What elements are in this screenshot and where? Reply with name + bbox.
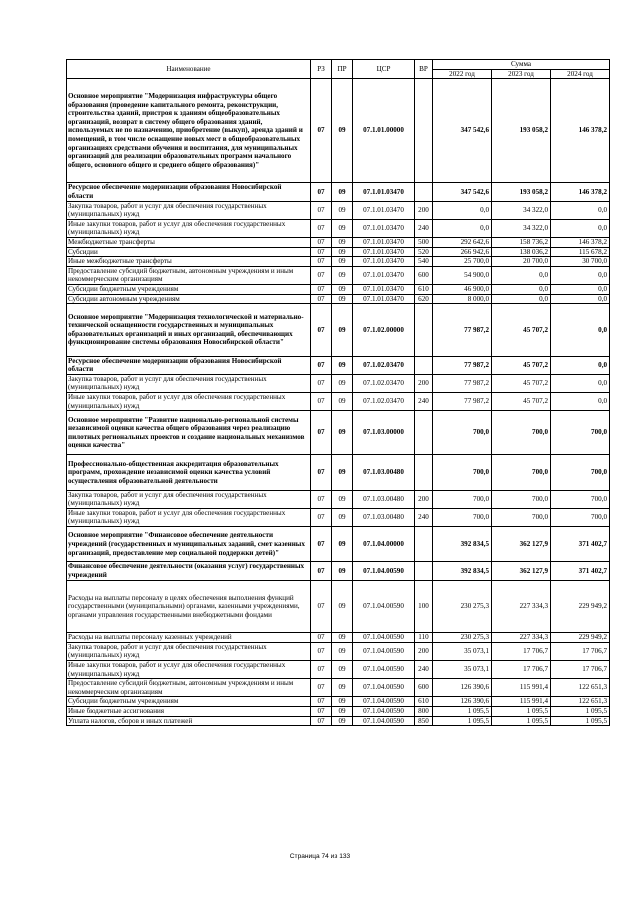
row-name: Иные закупки товаров, работ и услуг для обеспечения государственных (муниципальных) нужд	[67, 660, 311, 678]
row-pr: 09	[332, 393, 353, 411]
row-vr: 610	[415, 284, 433, 294]
row-pr: 09	[332, 642, 353, 660]
row-csr: 07.1.03.00480	[353, 508, 415, 526]
row-csr: 07.1.04.00000	[353, 527, 415, 562]
row-rz: 07	[311, 201, 332, 219]
row-value-2022: 392 834,5	[433, 562, 492, 580]
row-name: Расходы на выплаты персоналу в целях обеспечения выполнения функций государственными (муниципальными) органами, казенными учреждениями, органами управления государственными внебюджетными фондами	[67, 580, 311, 633]
row-csr: 07.1.03.00000	[353, 411, 415, 455]
row-rz: 07	[311, 304, 332, 357]
table-row	[67, 490, 610, 508]
row-vr	[415, 304, 433, 357]
row-rz: 07	[311, 374, 332, 392]
row-csr: 07.1.04.00590	[353, 562, 415, 580]
row-value-2022: 1 095,5	[433, 716, 492, 726]
row-value-2024: 700,0	[551, 455, 610, 490]
table-row	[67, 284, 610, 294]
row-vr: 110	[415, 633, 433, 643]
row-pr: 09	[332, 697, 353, 707]
row-pr: 09	[332, 304, 353, 357]
row-name: Иные закупки товаров, работ и услуг для обеспечения государственных (муниципальных) нужд	[67, 393, 311, 411]
table-row	[67, 183, 610, 201]
row-value-2023: 17 706,7	[492, 660, 551, 678]
row-value-2022: 266 942,6	[433, 247, 492, 257]
row-vr: 100	[415, 580, 433, 633]
row-pr: 09	[332, 716, 353, 726]
row-value-2024: 229 949,2	[551, 580, 610, 633]
row-csr: 07.1.02.03470	[353, 393, 415, 411]
header-year-2022: 2022 год	[433, 69, 492, 79]
row-name: Уплата налогов, сборов и иных платежей	[67, 716, 311, 726]
row-vr	[415, 527, 433, 562]
row-name: Иные бюджетные ассигнования	[67, 706, 311, 716]
row-vr	[415, 411, 433, 455]
row-value-2023: 0,0	[492, 294, 551, 304]
row-name: Субсидии бюджетным учреждениям	[67, 284, 311, 294]
row-rz: 07	[311, 697, 332, 707]
row-pr: 09	[332, 79, 353, 183]
row-value-2022: 230 275,3	[433, 580, 492, 633]
table-row	[67, 201, 610, 219]
row-csr: 07.1.04.00590	[353, 580, 415, 633]
row-value-2022: 1 095,5	[433, 706, 492, 716]
row-name: Расходы на выплаты персоналу казенных учреждений	[67, 633, 311, 643]
table-row	[67, 237, 610, 247]
row-value-2024: 0,0	[551, 304, 610, 357]
row-rz: 07	[311, 266, 332, 284]
table-row	[67, 527, 610, 562]
row-pr: 09	[332, 706, 353, 716]
row-name: Закупка товаров, работ и услуг для обеспечения государственных (муниципальных) нужд	[67, 642, 311, 660]
row-value-2024: 0,0	[551, 219, 610, 237]
row-pr: 09	[332, 679, 353, 697]
row-rz: 07	[311, 490, 332, 508]
table-row	[67, 716, 610, 726]
table-row	[67, 247, 610, 257]
row-rz: 07	[311, 508, 332, 526]
row-value-2022: 700,0	[433, 411, 492, 455]
row-value-2023: 20 700,0	[492, 257, 551, 267]
row-pr: 09	[332, 580, 353, 633]
row-name: Субсидии	[67, 247, 311, 257]
row-name: Иные межбюджетные трансферты	[67, 257, 311, 267]
row-pr: 09	[332, 201, 353, 219]
row-vr: 520	[415, 247, 433, 257]
row-value-2023: 45 707,2	[492, 304, 551, 357]
row-csr: 07.1.01.00000	[353, 79, 415, 183]
row-rz: 07	[311, 706, 332, 716]
row-value-2022: 292 642,6	[433, 237, 492, 247]
row-vr	[415, 562, 433, 580]
table-row	[67, 660, 610, 678]
row-rz: 07	[311, 247, 332, 257]
row-pr: 09	[332, 356, 353, 374]
row-name: Закупка товаров, работ и услуг для обеспечения государственных (муниципальных) нужд	[67, 490, 311, 508]
row-name: Закупка товаров, работ и услуг для обеспечения государственных (муниципальных) нужд	[67, 374, 311, 392]
table-row	[67, 79, 610, 183]
row-name: Иные закупки товаров, работ и услуг для обеспечения государственных (муниципальных) нужд	[67, 508, 311, 526]
row-pr: 09	[332, 237, 353, 247]
row-csr: 07.1.02.03470	[353, 356, 415, 374]
row-pr: 09	[332, 633, 353, 643]
row-value-2023: 138 036,2	[492, 247, 551, 257]
row-value-2022: 126 390,6	[433, 697, 492, 707]
row-vr	[415, 356, 433, 374]
row-value-2024: 122 651,3	[551, 679, 610, 697]
row-value-2023: 34 322,0	[492, 201, 551, 219]
header-year-2023: 2023 год	[492, 69, 551, 79]
row-value-2024: 146 378,2	[551, 79, 610, 183]
row-csr: 07.1.04.00590	[353, 660, 415, 678]
row-vr: 240	[415, 508, 433, 526]
row-value-2023: 1 095,5	[492, 706, 551, 716]
table-body	[67, 79, 610, 726]
table-row	[67, 633, 610, 643]
row-pr: 09	[332, 266, 353, 284]
table-row	[67, 508, 610, 526]
row-vr: 200	[415, 201, 433, 219]
row-value-2024: 115 678,2	[551, 247, 610, 257]
row-vr: 500	[415, 237, 433, 247]
row-pr: 09	[332, 183, 353, 201]
row-rz: 07	[311, 633, 332, 643]
row-vr: 240	[415, 219, 433, 237]
table-row	[67, 562, 610, 580]
row-pr: 09	[332, 508, 353, 526]
table-row	[67, 580, 610, 633]
row-rz: 07	[311, 660, 332, 678]
row-csr: 07.1.03.00480	[353, 455, 415, 490]
row-value-2023: 362 127,9	[492, 562, 551, 580]
row-value-2024: 1 095,5	[551, 716, 610, 726]
table-row	[67, 411, 610, 455]
row-pr: 09	[332, 374, 353, 392]
row-value-2023: 700,0	[492, 508, 551, 526]
row-value-2023: 45 707,2	[492, 356, 551, 374]
row-name: Основное мероприятие "Развитие национально-региональной системы независимой оценки качества общего образования через реализацию пилотных региональных проектов и создание национальных механизмов оценки качества"	[67, 411, 311, 455]
row-pr: 09	[332, 660, 353, 678]
row-csr: 07.1.04.00590	[353, 633, 415, 643]
row-vr	[415, 183, 433, 201]
row-csr: 07.1.04.00590	[353, 706, 415, 716]
row-value-2022: 8 000,0	[433, 294, 492, 304]
table-row	[67, 257, 610, 267]
row-value-2023: 700,0	[492, 411, 551, 455]
header-vr: ВР	[415, 60, 433, 79]
row-pr: 09	[332, 490, 353, 508]
row-value-2024: 17 706,7	[551, 642, 610, 660]
table-row	[67, 356, 610, 374]
row-vr: 240	[415, 393, 433, 411]
row-value-2022: 126 390,6	[433, 679, 492, 697]
header-csr: ЦСР	[353, 60, 415, 79]
row-vr: 200	[415, 490, 433, 508]
row-value-2024: 371 402,7	[551, 562, 610, 580]
row-name: Основное мероприятие "Модернизация инфраструктуры общего образования (проведение капитального ремонта, реконструкции, строительства зданий, пристроя к зданиям общеобразовательных организаций, возврат в систему общего образования зданий, используемых не по назначению, приобретение (выкуп), аренда зданий и помещений, в том числе оснащение новых мест в общеобразовательных организациях средствами обучения и воспитания, для муниципальных организаций для реализации образовательных программ начального общего, основного общего и среднего общего образования)"	[67, 79, 311, 183]
row-vr	[415, 79, 433, 183]
row-value-2024: 146 378,2	[551, 237, 610, 247]
row-name: Профессионально-общественная аккредитация образовательных программ, прохождение независимой оценки качества условий осуществления образовательной деятельности	[67, 455, 311, 490]
row-rz: 07	[311, 562, 332, 580]
row-rz: 07	[311, 455, 332, 490]
row-value-2022: 700,0	[433, 508, 492, 526]
row-name: Закупка товаров, работ и услуг для обеспечения государственных (муниципальных) нужд	[67, 201, 311, 219]
header-pr: ПР	[332, 60, 353, 79]
row-value-2024: 700,0	[551, 490, 610, 508]
row-rz: 07	[311, 284, 332, 294]
row-csr: 07.1.02.00000	[353, 304, 415, 357]
row-value-2024: 122 651,3	[551, 697, 610, 707]
row-pr: 09	[332, 219, 353, 237]
row-value-2023: 17 706,7	[492, 642, 551, 660]
row-value-2024: 1 095,5	[551, 706, 610, 716]
row-value-2024: 229 949,2	[551, 633, 610, 643]
row-value-2024: 146 378,2	[551, 183, 610, 201]
row-value-2023: 227 334,3	[492, 580, 551, 633]
row-value-2023: 45 707,2	[492, 374, 551, 392]
row-vr: 620	[415, 294, 433, 304]
row-csr: 07.1.04.00590	[353, 697, 415, 707]
row-rz: 07	[311, 257, 332, 267]
table-row	[67, 219, 610, 237]
row-vr: 850	[415, 716, 433, 726]
row-value-2024: 0,0	[551, 393, 610, 411]
row-rz: 07	[311, 294, 332, 304]
table-row	[67, 697, 610, 707]
row-value-2023: 0,0	[492, 266, 551, 284]
row-value-2022: 77 987,2	[433, 304, 492, 357]
row-value-2023: 0,0	[492, 284, 551, 294]
row-rz: 07	[311, 527, 332, 562]
table-row	[67, 706, 610, 716]
row-csr: 07.1.01.03470	[353, 201, 415, 219]
row-value-2023: 193 058,2	[492, 79, 551, 183]
row-name: Субсидии автономным учреждениям	[67, 294, 311, 304]
row-vr: 800	[415, 706, 433, 716]
row-csr: 07.1.04.00590	[353, 642, 415, 660]
row-value-2022: 54 900,0	[433, 266, 492, 284]
row-name: Субсидии бюджетным учреждениям	[67, 697, 311, 707]
row-value-2024: 0,0	[551, 266, 610, 284]
row-csr: 07.1.03.00480	[353, 490, 415, 508]
row-csr: 07.1.01.03470	[353, 266, 415, 284]
row-vr: 200	[415, 374, 433, 392]
table-row	[67, 642, 610, 660]
row-name: Иные закупки товаров, работ и услуг для обеспечения государственных (муниципальных) нужд	[67, 219, 311, 237]
row-value-2023: 1 095,5	[492, 716, 551, 726]
row-value-2022: 25 700,0	[433, 257, 492, 267]
row-name: Предоставление субсидий бюджетным, автономным учреждениям и иным некоммерческим организациям	[67, 266, 311, 284]
row-value-2024: 30 700,0	[551, 257, 610, 267]
row-rz: 07	[311, 411, 332, 455]
budget-table-container	[66, 59, 609, 726]
row-csr: 07.1.01.03470	[353, 247, 415, 257]
row-name: Предоставление субсидий бюджетным, автономным учреждениям и иным некоммерческим организациям	[67, 679, 311, 697]
row-value-2024: 0,0	[551, 356, 610, 374]
row-csr: 07.1.02.03470	[353, 374, 415, 392]
row-value-2022: 35 073,1	[433, 642, 492, 660]
row-value-2022: 347 542,6	[433, 79, 492, 183]
row-csr: 07.1.01.03470	[353, 219, 415, 237]
row-csr: 07.1.01.03470	[353, 257, 415, 267]
row-value-2023: 227 334,3	[492, 633, 551, 643]
row-value-2023: 115 991,4	[492, 697, 551, 707]
table-row	[67, 266, 610, 284]
row-value-2022: 35 073,1	[433, 660, 492, 678]
row-rz: 07	[311, 642, 332, 660]
row-value-2024: 0,0	[551, 374, 610, 392]
row-value-2022: 77 987,2	[433, 356, 492, 374]
row-value-2024: 700,0	[551, 411, 610, 455]
row-value-2024: 17 706,7	[551, 660, 610, 678]
row-csr: 07.1.01.03470	[353, 294, 415, 304]
row-name: Ресурсное обеспечение модернизации образования Новосибирской области	[67, 183, 311, 201]
header-name: Наименование	[67, 60, 311, 79]
row-csr: 07.1.04.00590	[353, 716, 415, 726]
row-rz: 07	[311, 393, 332, 411]
row-name: Межбюджетные трансферты	[67, 237, 311, 247]
row-vr: 600	[415, 679, 433, 697]
row-pr: 09	[332, 527, 353, 562]
row-csr: 07.1.01.03470	[353, 284, 415, 294]
row-value-2023: 34 322,0	[492, 219, 551, 237]
row-pr: 09	[332, 562, 353, 580]
row-vr: 240	[415, 660, 433, 678]
header-year-2024: 2024 год	[551, 69, 610, 79]
table-row	[67, 374, 610, 392]
row-csr: 07.1.04.00590	[353, 679, 415, 697]
row-csr: 07.1.01.03470	[353, 237, 415, 247]
row-value-2024: 0,0	[551, 294, 610, 304]
row-rz: 07	[311, 356, 332, 374]
row-name: Ресурсное обеспечение модернизации образования Новосибирской области	[67, 356, 311, 374]
row-value-2022: 46 900,0	[433, 284, 492, 294]
header-sum: Сумма	[433, 60, 610, 70]
row-value-2022: 347 542,6	[433, 183, 492, 201]
row-pr: 09	[332, 294, 353, 304]
row-rz: 07	[311, 237, 332, 247]
row-name: Основное мероприятие "Модернизация технологической и материально-технической оснащенности государственных и муниципальных образовательных организаций и иных организаций, обеспечивающих функционирование системы образования Новосибирской области"	[67, 304, 311, 357]
row-value-2024: 0,0	[551, 284, 610, 294]
row-value-2023: 700,0	[492, 490, 551, 508]
row-value-2022: 230 275,3	[433, 633, 492, 643]
row-value-2023: 700,0	[492, 455, 551, 490]
row-rz: 07	[311, 679, 332, 697]
table-row	[67, 393, 610, 411]
row-value-2022: 0,0	[433, 201, 492, 219]
row-value-2022: 700,0	[433, 455, 492, 490]
row-value-2022: 700,0	[433, 490, 492, 508]
row-rz: 07	[311, 183, 332, 201]
budget-table	[66, 59, 610, 726]
row-pr: 09	[332, 411, 353, 455]
row-vr: 540	[415, 257, 433, 267]
row-value-2024: 0,0	[551, 201, 610, 219]
row-vr: 610	[415, 697, 433, 707]
row-value-2022: 0,0	[433, 219, 492, 237]
row-value-2024: 371 402,7	[551, 527, 610, 562]
row-rz: 07	[311, 79, 332, 183]
table-row	[67, 455, 610, 490]
row-value-2022: 77 987,2	[433, 393, 492, 411]
page-number: Страница 74 из 133	[289, 853, 351, 860]
row-name: Финансовое обеспечение деятельности (оказания услуг) государственных учреждений	[67, 562, 311, 580]
row-csr: 07.1.01.03470	[353, 183, 415, 201]
row-rz: 07	[311, 219, 332, 237]
row-value-2024: 700,0	[551, 508, 610, 526]
row-vr: 600	[415, 266, 433, 284]
row-rz: 07	[311, 716, 332, 726]
table-row	[67, 304, 610, 357]
row-pr: 09	[332, 284, 353, 294]
row-value-2023: 45 707,2	[492, 393, 551, 411]
row-pr: 09	[332, 455, 353, 490]
row-vr: 200	[415, 642, 433, 660]
row-value-2023: 193 058,2	[492, 183, 551, 201]
row-value-2022: 392 834,5	[433, 527, 492, 562]
row-rz: 07	[311, 580, 332, 633]
row-vr	[415, 455, 433, 490]
header-rz: РЗ	[311, 60, 332, 79]
row-value-2023: 158 736,2	[492, 237, 551, 247]
table-row	[67, 679, 610, 697]
row-value-2023: 362 127,9	[492, 527, 551, 562]
table-row	[67, 294, 610, 304]
row-pr: 09	[332, 247, 353, 257]
row-pr: 09	[332, 257, 353, 267]
row-name: Основное мероприятие "Финансовое обеспечение деятельности учреждений (государственных и муниципальных заданий, смет казенных организаций, предоставление мер социальной поддержки детей)"	[67, 527, 311, 562]
row-value-2022: 77 987,2	[433, 374, 492, 392]
row-value-2023: 115 991,4	[492, 679, 551, 697]
